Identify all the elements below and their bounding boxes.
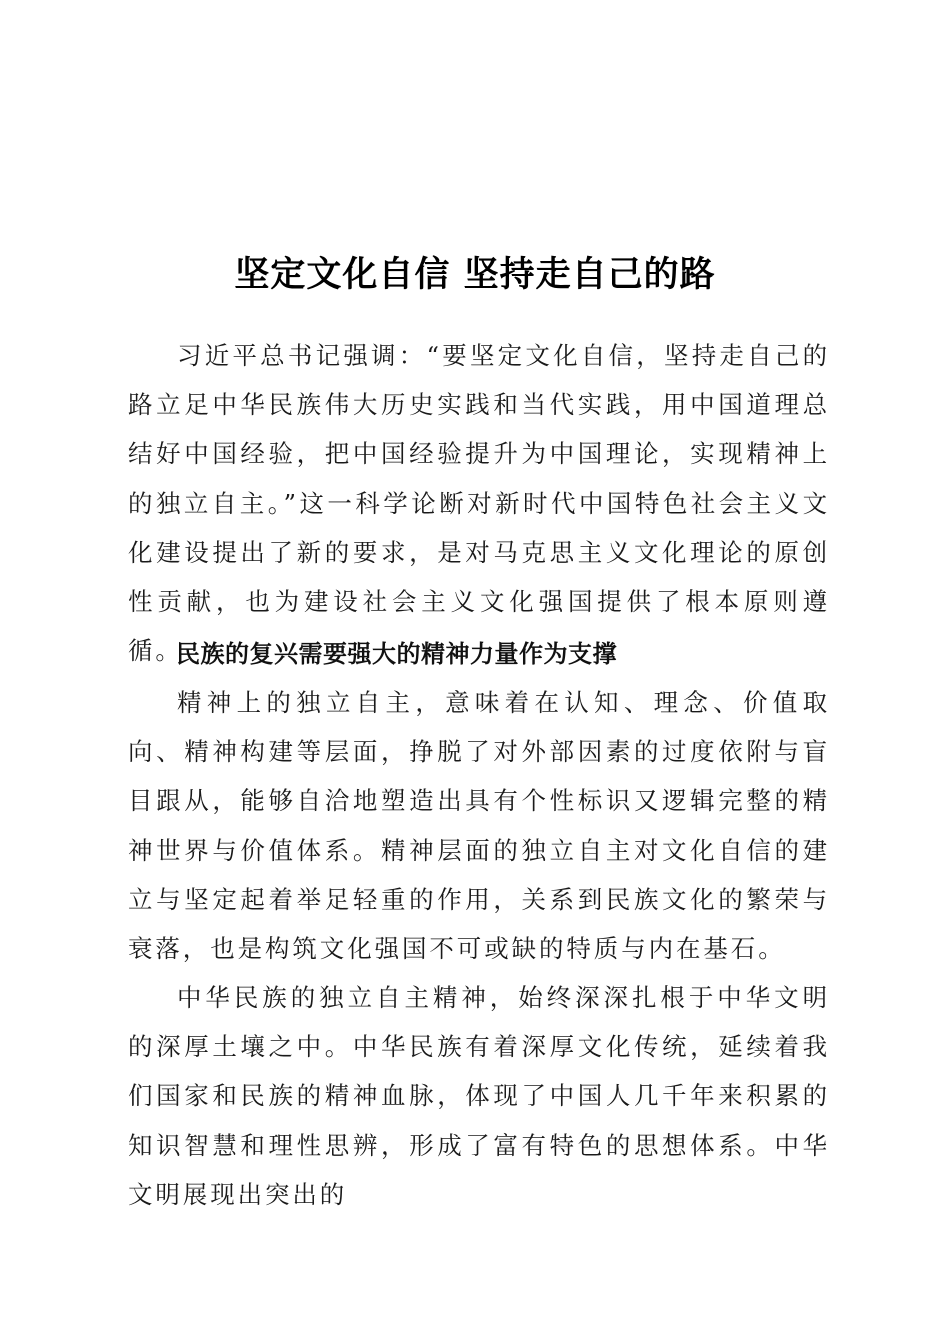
section-paragraph-1: 精神上的独立自主，意味着在认知、理念、价值取向、精神构建等层面，挣脱了对外部因素的过度依附与盲目跟从，能够自洽地塑造出具有个性标识又逻辑完整的精神世界与价值体系。精神层面的独立自主对文化自信的建立与坚定起着举足轻重的作用，关系到民族文化的繁荣与衰落，也是构筑文化强国不可或缺的特质与内在基石。	[128, 688, 830, 964]
intro-paragraph: 习近平总书记强调：“要坚定文化自信，坚持走自己的路立足中华民族伟大历史实践和当代实践，用中国道理总结好中国经验，把中国经验提升为中国理论，实现精神上的独立自主。”这一科学论断对新时代中国特色社会主义文化建设提出了新的要求，是对马克思主义文化理论的原创性贡献，也为建设社会主义文化强国提供了根本原则遵循。	[128, 341, 830, 666]
page-title: 坚定文化自信 坚持走自己的路	[234, 254, 716, 296]
section-heading: 民族的复兴需要强大的精神力量作为支撑	[176, 640, 617, 668]
section-paragraph-2: 中华民族的独立自主精神，始终深深扎根于中华文明的深厚土壤之中。中华民族有着深厚文化传统，延续着我们国家和民族的精神血脉，体现了中国人几千年来积累的知识智慧和理性思辨，形成了富有特色的思想体系。中华文明展现出突出的	[128, 983, 830, 1209]
